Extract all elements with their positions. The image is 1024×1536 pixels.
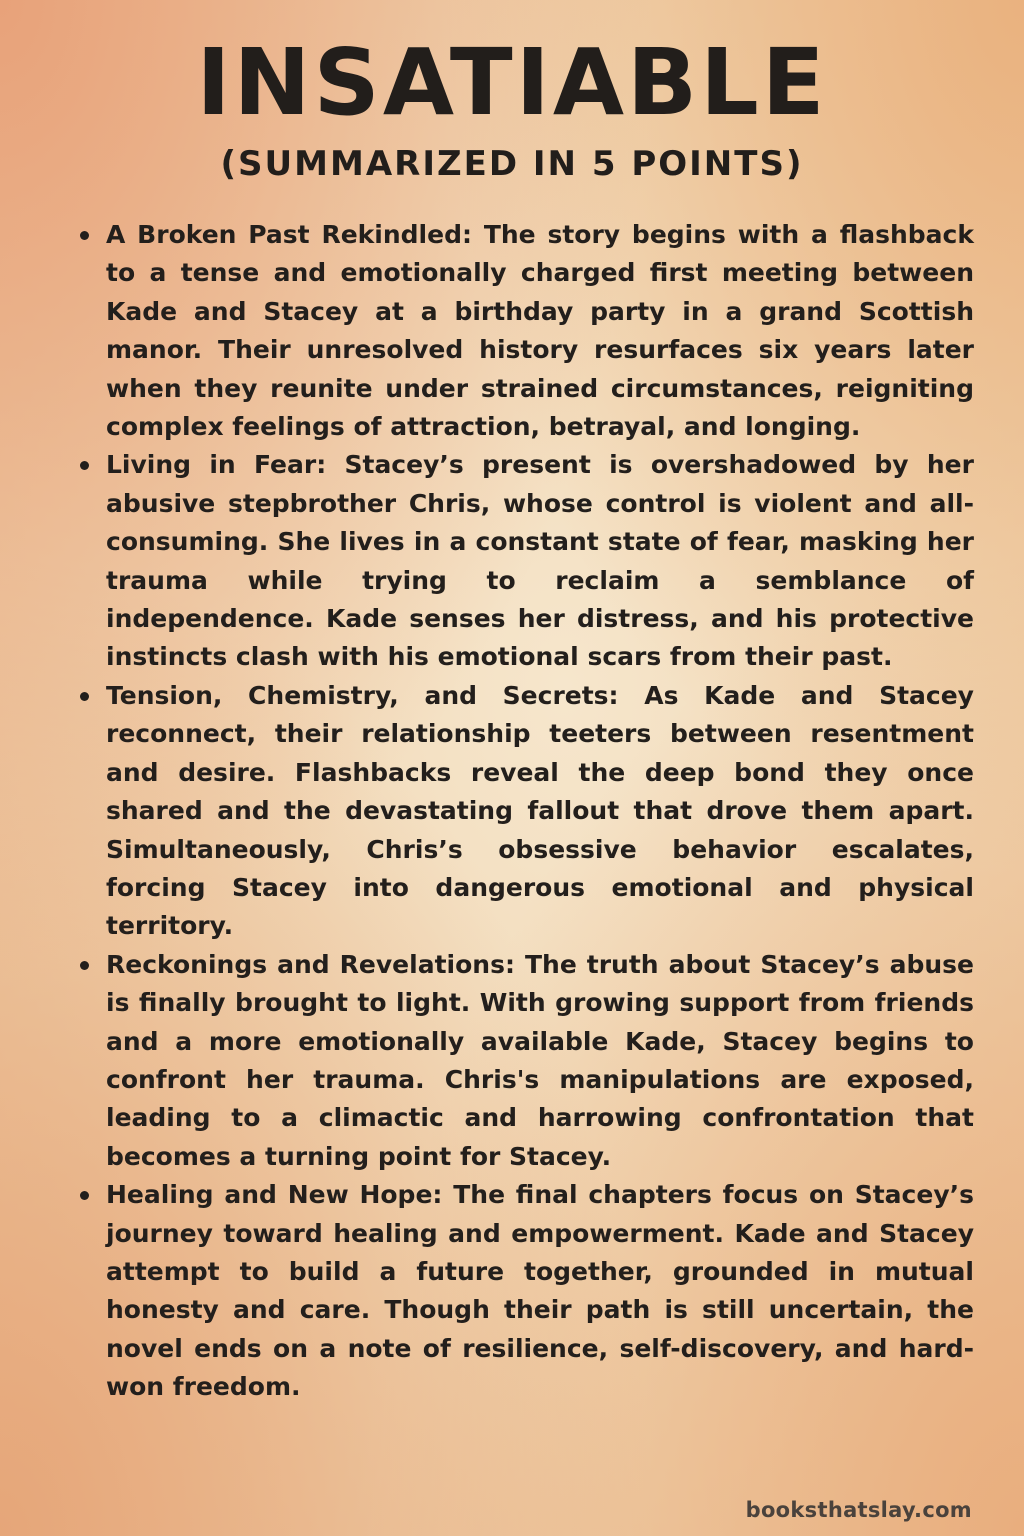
summary-point-4 [78,946,974,1176]
bullet-icon [80,961,89,970]
summary-point-3 [78,677,974,946]
point-label: Tension, Chemistry, and Secrets: [106,680,619,710]
summary-points-list [78,216,974,1407]
summary-point-1 [78,216,974,446]
point-label: Healing and New Hope: [106,1180,443,1210]
bullet-icon [80,231,89,240]
page-title: INSATIABLE [196,29,828,136]
point-label: Living in Fear: [106,450,327,480]
page-subtitle: (SUMMARIZED IN 5 POINTS) [220,144,804,184]
summary-point-5 [78,1176,974,1406]
bullet-icon [80,692,89,701]
summary-point-2 [78,446,974,676]
point-text: The story begins with a flashback to a tense and emotionally charged first meeting between Kade and Stacey at a birthday party in a grand Scottish manor. Their unresolved history resurfaces six years later when they reunite under strained circumstances, reigniting complex feelings of attraction, betrayal, and longing. [106,220,974,442]
site-watermark: booksthatslay.com [745,1498,972,1522]
point-text: The truth about Stacey’s abuse is finally brought to light. With growing support from friends and a more emotionally available Kade, Stacey begins to confront her trauma. Chris's manipulations are exposed, leading to a climactic and harrowing confrontation that becomes a turning point for Stacey. [106,949,974,1171]
point-label: Reckonings and Revelations: [106,949,515,979]
bullet-icon [80,1191,89,1200]
bullet-icon [80,461,89,470]
point-text: The final chapters focus on Stacey’s journey toward healing and empowerment. Kade and Stacey attempt to build a future together, grounded in mutual honesty and care. Though their path is still uncertain, the novel ends on a note of resilience, self-discovery, and hard-won freedom. [106,1180,974,1402]
point-text: As Kade and Stacey reconnect, their relationship teeters between resentment and desire. Flashbacks reveal the deep bond they once shared and the devastating fallout that drove them apart. Simultaneously, Chris’s obsessive behavior escalates, forcing Stacey into dangerous emotional and physical territory. [106,680,974,941]
point-text: Stacey’s present is overshadowed by her abusive stepbrother Chris, whose control is violent and all-consuming. She lives in a constant state of fear, masking her trauma while trying to reclaim a semblance of independence. Kade senses her distress, and his protective instincts clash with his emotional scars from their past. [106,450,974,672]
point-label: A Broken Past Rekindled: [106,220,472,249]
